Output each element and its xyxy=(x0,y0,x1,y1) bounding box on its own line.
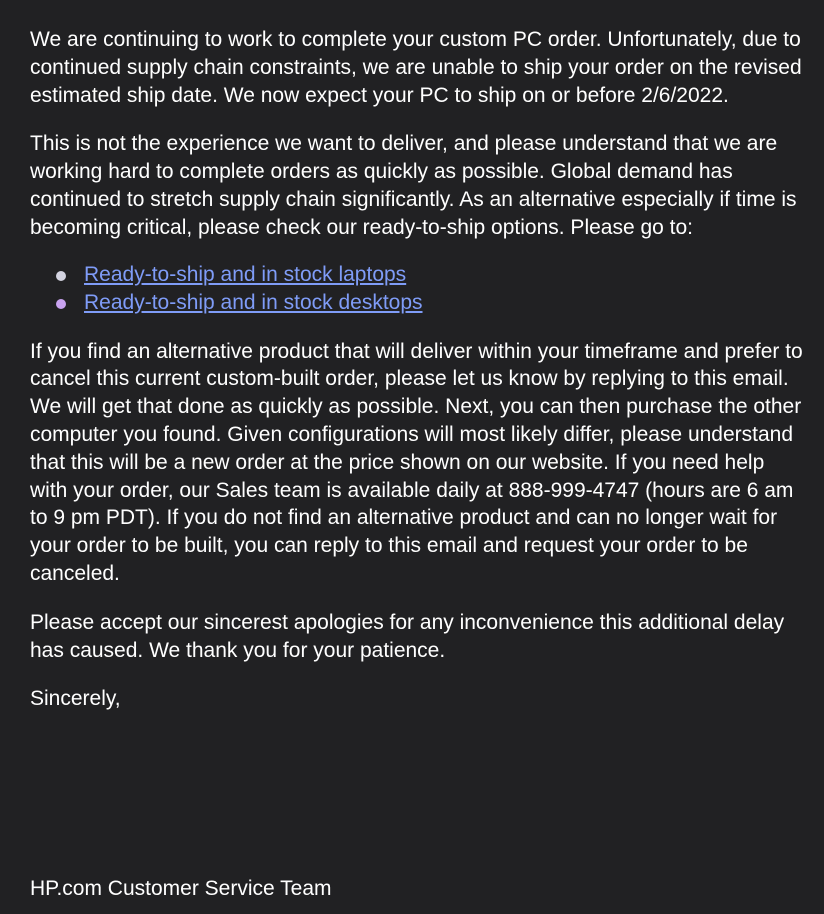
laptops-link[interactable]: Ready-to-ship and in stock laptops xyxy=(84,262,407,286)
desktops-link[interactable]: Ready-to-ship and in stock desktops xyxy=(84,290,423,314)
bullet-icon xyxy=(56,299,66,309)
ready-to-ship-link-list xyxy=(30,261,806,317)
paragraph-alternatives: This is not the experience we want to deliver, and please understand that we are working hard to complete orders as quickly as possible. Global demand has continued to stretch supply chain significantly. As an alternative especially if time is becoming critical, please check our ready-to-ship options. Please go to: xyxy=(30,132,797,239)
list-item xyxy=(30,261,806,289)
bullet-icon xyxy=(56,271,66,281)
signoff: Sincerely, xyxy=(30,687,121,711)
paragraph-ship-delay: We are continuing to work to complete your custom PC order. Unfortunately, due to continued supply chain constraints, we are unable to ship your order on the revised estimated ship date. We now expect your PC to ship on or before 2/6/2022. xyxy=(30,28,802,107)
signature: HP.com Customer Service Team xyxy=(30,877,332,900)
paragraph-cancel-instructions: If you find an alternative product that will deliver within your timeframe and prefer to cancel this current custom-built order, please let us know by replying to this email. We will get that done as quickly as possible. Next, you can then purchase the other computer you found. Given configurations will most likely differ, please understand that this will be a new order at the price shown on our website. If you need help with your order, our Sales team is available daily at 888-999-4747 (hours are 6 am to 9 pm PDT). If you do not find an alternative product and can no longer wait for your order to be built, you can reply to this email and request your order to be canceled. xyxy=(30,339,803,585)
list-item xyxy=(30,289,806,317)
paragraph-apology: Please accept our sincerest apologies for any inconvenience this additional delay has caused. We thank you for your patience. xyxy=(30,610,785,662)
